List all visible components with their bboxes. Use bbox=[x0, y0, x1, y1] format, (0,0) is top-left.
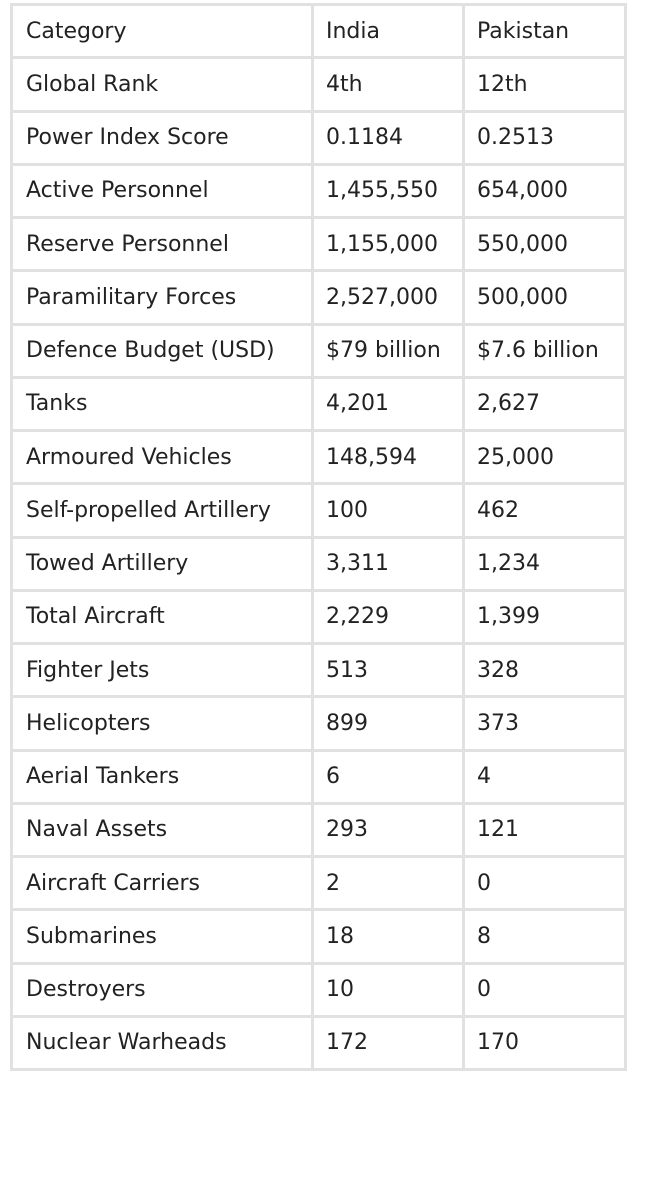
row-category: Naval Assets bbox=[12, 803, 313, 856]
row-pakistan-value: 121 bbox=[464, 803, 626, 856]
row-india-value: 2,527,000 bbox=[313, 271, 464, 324]
row-pakistan-value: 654,000 bbox=[464, 164, 626, 217]
table-row bbox=[12, 590, 626, 643]
table-row bbox=[12, 910, 626, 963]
row-category: Towed Artillery bbox=[12, 537, 313, 590]
row-india-value: 100 bbox=[313, 484, 464, 537]
row-india-value: 293 bbox=[313, 803, 464, 856]
table-row bbox=[12, 803, 626, 856]
row-india-value: $79 billion bbox=[313, 324, 464, 377]
row-india-value: 0.1184 bbox=[313, 111, 464, 164]
table-body bbox=[12, 5, 626, 1070]
table-row bbox=[12, 963, 626, 1016]
table-row bbox=[12, 857, 626, 910]
row-category: Global Rank bbox=[12, 58, 313, 111]
row-india-value: 172 bbox=[313, 1016, 464, 1069]
table-row bbox=[12, 697, 626, 750]
row-india-value: 899 bbox=[313, 697, 464, 750]
row-category: Active Personnel bbox=[12, 164, 313, 217]
row-category: Nuclear Warheads bbox=[12, 1016, 313, 1069]
table-row bbox=[12, 377, 626, 430]
row-pakistan-value: 4 bbox=[464, 750, 626, 803]
header-pakistan: Pakistan bbox=[464, 5, 626, 58]
table-row bbox=[12, 164, 626, 217]
row-pakistan-value: 500,000 bbox=[464, 271, 626, 324]
row-category: Fighter Jets bbox=[12, 644, 313, 697]
row-pakistan-value: 1,234 bbox=[464, 537, 626, 590]
table-row bbox=[12, 644, 626, 697]
header-category: Category bbox=[12, 5, 313, 58]
row-pakistan-value: 8 bbox=[464, 910, 626, 963]
table-row bbox=[12, 484, 626, 537]
row-pakistan-value: 373 bbox=[464, 697, 626, 750]
header-india: India bbox=[313, 5, 464, 58]
row-india-value: 4th bbox=[313, 58, 464, 111]
row-pakistan-value: 550,000 bbox=[464, 218, 626, 271]
table-row bbox=[12, 750, 626, 803]
comparison-table bbox=[10, 3, 627, 1071]
row-pakistan-value: 462 bbox=[464, 484, 626, 537]
row-pakistan-value: 328 bbox=[464, 644, 626, 697]
row-pakistan-value: 0.2513 bbox=[464, 111, 626, 164]
row-pakistan-value: 12th bbox=[464, 58, 626, 111]
table-row bbox=[12, 1016, 626, 1069]
row-india-value: 18 bbox=[313, 910, 464, 963]
row-category: Armoured Vehicles bbox=[12, 431, 313, 484]
row-pakistan-value: 0 bbox=[464, 857, 626, 910]
row-india-value: 2,229 bbox=[313, 590, 464, 643]
table-row bbox=[12, 324, 626, 377]
row-category: Power Index Score bbox=[12, 111, 313, 164]
row-category: Reserve Personnel bbox=[12, 218, 313, 271]
row-india-value: 4,201 bbox=[313, 377, 464, 430]
table-header-row bbox=[12, 5, 626, 58]
table-row bbox=[12, 218, 626, 271]
row-india-value: 6 bbox=[313, 750, 464, 803]
row-category: Aerial Tankers bbox=[12, 750, 313, 803]
table-row bbox=[12, 111, 626, 164]
row-india-value: 148,594 bbox=[313, 431, 464, 484]
comparison-table-container bbox=[10, 3, 624, 1071]
row-pakistan-value: 25,000 bbox=[464, 431, 626, 484]
row-india-value: 10 bbox=[313, 963, 464, 1016]
row-category: Aircraft Carriers bbox=[12, 857, 313, 910]
row-india-value: 513 bbox=[313, 644, 464, 697]
row-pakistan-value: $7.6 billion bbox=[464, 324, 626, 377]
row-india-value: 2 bbox=[313, 857, 464, 910]
row-india-value: 3,311 bbox=[313, 537, 464, 590]
row-pakistan-value: 0 bbox=[464, 963, 626, 1016]
row-pakistan-value: 170 bbox=[464, 1016, 626, 1069]
row-india-value: 1,455,550 bbox=[313, 164, 464, 217]
row-pakistan-value: 2,627 bbox=[464, 377, 626, 430]
row-pakistan-value: 1,399 bbox=[464, 590, 626, 643]
row-category: Paramilitary Forces bbox=[12, 271, 313, 324]
row-category: Total Aircraft bbox=[12, 590, 313, 643]
table-row bbox=[12, 537, 626, 590]
row-category: Defence Budget (USD) bbox=[12, 324, 313, 377]
table-row bbox=[12, 431, 626, 484]
row-category: Self-propelled Artillery bbox=[12, 484, 313, 537]
table-row bbox=[12, 271, 626, 324]
table-row bbox=[12, 58, 626, 111]
row-category: Destroyers bbox=[12, 963, 313, 1016]
row-category: Tanks bbox=[12, 377, 313, 430]
row-category: Submarines bbox=[12, 910, 313, 963]
row-category: Helicopters bbox=[12, 697, 313, 750]
row-india-value: 1,155,000 bbox=[313, 218, 464, 271]
